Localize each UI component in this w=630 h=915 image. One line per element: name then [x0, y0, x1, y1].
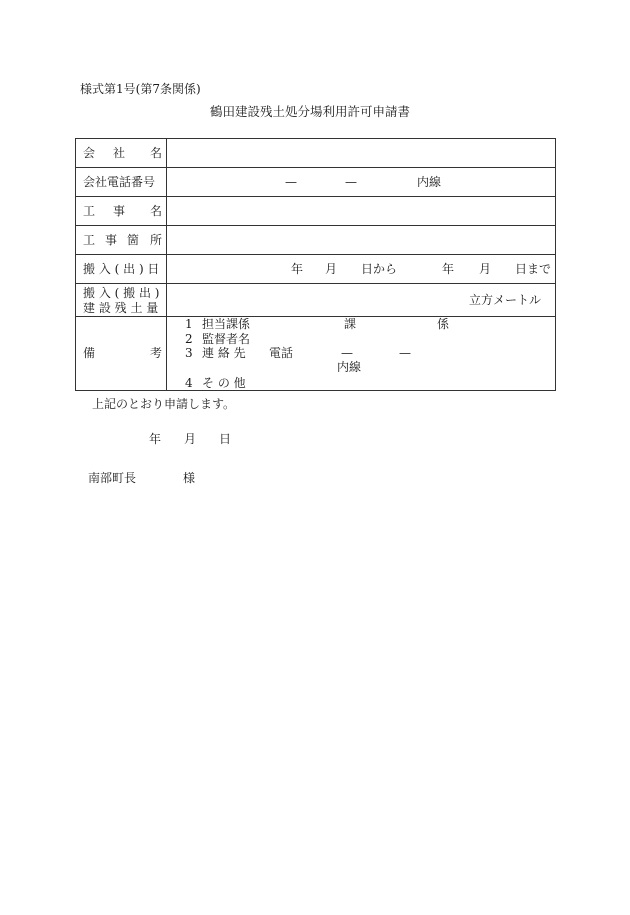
label-char: 事 [113, 204, 126, 218]
item-label: 監督者名 [202, 332, 251, 346]
date-year: 年 [442, 262, 455, 276]
date-day-label: 日 [219, 432, 232, 446]
item-number: 3 [185, 346, 193, 360]
phone-dash: — [285, 175, 297, 189]
item-number: 1 [185, 317, 193, 331]
company-name-field[interactable] [167, 139, 556, 168]
row-company-phone [76, 168, 556, 197]
label-char: 名 [150, 204, 163, 218]
application-table [75, 138, 556, 391]
row-work-name [76, 197, 556, 226]
soil-volume-label [76, 284, 167, 317]
work-site-field[interactable] [167, 226, 556, 255]
work-name-label [76, 197, 167, 226]
phone-dash: — [341, 346, 353, 360]
company-phone-field[interactable] [167, 168, 556, 197]
addressee-honorific: 様 [183, 471, 196, 485]
form-title: 鶴田建設残土処分場利用許可申請書 [210, 104, 411, 119]
work-name-field[interactable] [167, 197, 556, 226]
row-soil-volume [76, 284, 556, 317]
label-char: 工 [83, 204, 96, 218]
row-work-site [76, 226, 556, 255]
phone-label: 電話 [269, 346, 294, 360]
label-char: 考 [150, 346, 163, 360]
label-char: 工 [83, 233, 96, 247]
label-char: 会 [83, 146, 96, 160]
label-text: 建 設 残 土 量 [83, 301, 159, 315]
date-year-label: 年 [149, 432, 162, 446]
row-company-name [76, 139, 556, 168]
label-text: 搬 入 ( 出 ) 日 [83, 262, 160, 276]
date-until: 日まで [515, 262, 552, 276]
item-number: 2 [185, 332, 193, 346]
phone-dash: — [345, 175, 357, 189]
item-label: 連 絡 先 [202, 346, 246, 360]
item-number: 4 [185, 376, 193, 390]
work-site-label [76, 226, 167, 255]
item-label: 担当課係 [202, 317, 251, 331]
label-char: 事 [105, 233, 118, 247]
label-char: 備 [83, 346, 96, 360]
date-month: 月 [479, 262, 492, 276]
delivery-date-field[interactable] [167, 255, 556, 284]
date-from: 日から [361, 262, 398, 276]
remarks-field[interactable] [167, 317, 556, 391]
label-text: 会社電話番号 [83, 175, 156, 189]
row-delivery-date [76, 255, 556, 284]
item-unit: 課 [344, 317, 357, 331]
phone-dash: — [399, 346, 411, 360]
company-phone-label [76, 168, 167, 197]
delivery-date-label [76, 255, 167, 284]
phone-ext-label: 内線 [337, 360, 362, 374]
row-remarks [76, 317, 556, 391]
company-name-label [76, 139, 167, 168]
label-text: 搬 入 ( 搬 出 ) [83, 286, 160, 300]
label-char: 社 [113, 146, 126, 160]
date-month: 月 [325, 262, 338, 276]
label-char: 名 [150, 146, 163, 160]
remarks-label [76, 317, 167, 391]
form-number: 様式第1号(第7条関係) [80, 82, 201, 96]
item-unit: 係 [437, 317, 450, 331]
date-year: 年 [291, 262, 304, 276]
label-char: 所 [150, 233, 163, 247]
item-label: そ の 他 [202, 376, 246, 390]
unit-label: 立方メートル [469, 293, 542, 307]
phone-ext-label: 内線 [417, 175, 442, 189]
date-month-label: 月 [184, 432, 197, 446]
application-statement: 上記のとおり申請します。 [92, 397, 236, 411]
soil-volume-field[interactable] [167, 284, 556, 317]
addressee-name: 南部町長 [88, 471, 137, 485]
label-char: 箇 [127, 233, 140, 247]
